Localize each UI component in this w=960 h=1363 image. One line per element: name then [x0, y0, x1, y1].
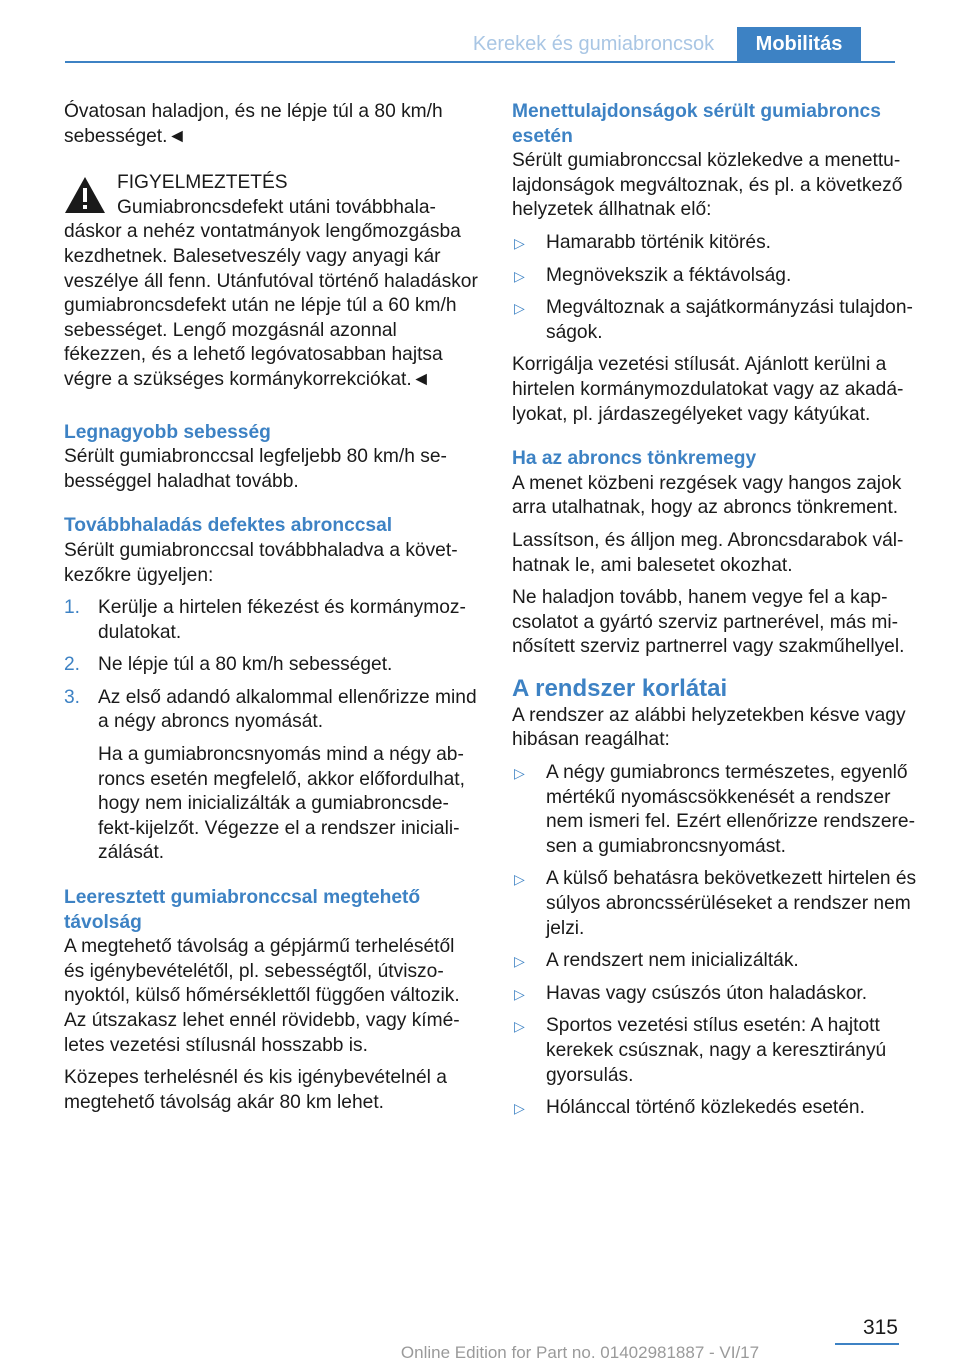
list-item-note: Ha a gumiabroncsnyomás mind a négy abroncs esetén megfelelő, akkor előfordulhat, hogy nem inicializálták a gumiabroncsdefekt-kijelzőt. Végezze el a rendszer inicializálását. [98, 744, 465, 864]
list-number: 2. [64, 654, 81, 676]
list-text: A négy gumiabroncs természetes, egyenlő mértékű nyomáscsökkenését a rendszer nem ismeri fel. Ezért ellenőrizze rendszeresen a gumiabroncsnyomást. [546, 762, 915, 857]
list-item [512, 982, 930, 1007]
handling-heading: Menettulajdonságok sérült gumiabroncs esetén [512, 101, 881, 147]
handling-after: Korrigálja vezetési stílusát. Ajánlott kerülni a hirtelen kormánymozdulatokat vagy az akadályokat, pl. járdaszegélyeket vagy kátyúkat. [512, 354, 904, 425]
list-item [64, 686, 479, 735]
edition-footer: Online Edition for Part no. 01402981887 - VI/17 [400, 1343, 760, 1362]
header-chapter-tab: Mobilitás [737, 27, 861, 61]
bullet-triangle-icon: ▷ [514, 234, 525, 251]
continue-heading: Továbbhaladás defektes abronccsal [64, 515, 393, 537]
bullet-triangle-icon: ▷ [514, 985, 525, 1002]
destroy-p2: Lassítson, és álljon meg. Abroncsdarabok válhatnak le, ami balesetet okozhat. [512, 529, 904, 576]
bullet-triangle-icon: ▷ [514, 953, 525, 970]
header-section-title: Kerekek és gumiabroncsok [472, 33, 715, 55]
bullet-triangle-icon: ▷ [514, 871, 525, 888]
list-number: 3. [64, 686, 81, 708]
left-column [64, 100, 479, 1123]
list-text: Megváltoznak a sajátkormányzási tulajdonságok. [546, 297, 913, 343]
list-text: Havas vagy csúszós úton haladáskor. [546, 982, 868, 1004]
header-rule [65, 61, 895, 63]
bullet-triangle-icon: ▷ [514, 1100, 525, 1117]
list-item [64, 596, 479, 645]
list-text: Hólánccal történő közlekedés esetén. [546, 1097, 865, 1119]
limits-list [512, 761, 930, 1121]
warning-triangle-icon [64, 175, 106, 215]
page-header [0, 0, 960, 62]
right-column [512, 100, 930, 1129]
handling-text: Sérült gumiabronccsal közlekedve a menettulajdonságok megváltoznak, és pl. a következő helyzetek állhatnak elő: [512, 150, 903, 221]
handling-list [512, 231, 930, 345]
bullet-triangle-icon: ▷ [514, 300, 525, 317]
page-number: 315 [862, 1316, 898, 1339]
distance-text-2: Közepes terhelésnél és kis igénybevételnél a megtehető távolság akár 80 km lehet. [64, 1067, 447, 1113]
distance-text-1: A megtehető távolság a gépjármű terhelésétől és igénybevételétől, pl. sebességtől, útviszonyoktól, külső hőmérséklettől függően változik. Az útszakasz lehet ennél rövidebb, vagy kíméletes vezetési stílusnál hosszabb is. [64, 936, 460, 1056]
destroy-heading: Ha az abroncs tönkremegy [512, 448, 757, 470]
list-item [512, 867, 930, 941]
list-item [512, 1096, 930, 1121]
list-text: A rendszert nem inicializálták. [546, 950, 799, 972]
warning-title: FIGYELMEZTETÉS [117, 172, 288, 194]
continue-list [64, 596, 479, 735]
continue-text: Sérült gumiabronccsal továbbhaladva a következőkre ügyeljen: [64, 539, 458, 586]
list-text: Az első adandó alkalommal ellenőrizze mind a négy abroncs nyomását. [98, 686, 477, 733]
warning-text: Gumiabroncsdefekt utáni továbbhaladáskor a nehéz vontatmányok lengőmozgásba kezdhetnek. Balesetveszély vagy anyagi kár veszélye áll fenn. Utánfutóval történő haladáskor gumiabroncsdefekt után ne lépje túl a 60 km/h sebességet. Lengő mozgásnál azonnal fékezzen, és a lehető legóvatosabban hajtsa végre a szükséges kormánykorrekciókat.◄ [64, 196, 478, 390]
bullet-triangle-icon: ▷ [514, 765, 525, 782]
list-item [512, 1014, 930, 1088]
max-speed-text: Sérült gumiabronccsal legfeljebb 80 km/h sebességgel haladhat tovább. [64, 446, 447, 492]
distance-heading: Leeresztett gumiabronccsal megtehető távolság [64, 887, 421, 933]
list-text: Megnövekszik a féktávolság. [546, 264, 792, 286]
list-text: A külső behatásra bekövetkezett hirtelen és súlyos abroncssérüléseket a rendszer nem jelzi. [546, 868, 917, 939]
destroy-p1: A menet közbeni rezgések vagy hangos zajok arra utalhatnak, hogy az abroncs tönkrement. [512, 472, 902, 519]
bullet-triangle-icon: ▷ [514, 267, 525, 284]
list-item [512, 761, 930, 859]
list-text: Sportos vezetési stílus esetén: A hajtott kerekek csúsznak, nagy a keresztirányú gyorsulás. [546, 1015, 887, 1086]
limits-text: A rendszer az alábbi helyzetekben késve vagy hibásan reagálhat: [512, 704, 906, 751]
footer-rule [835, 1343, 899, 1345]
list-item [512, 949, 930, 974]
list-item [512, 296, 930, 345]
destroy-p3: Ne haladjon tovább, hanem vegye fel a kapcsolatot a gyártó szerviz partnerével, más minősített szerviz partnerrel vagy szakműhellyel. [512, 587, 905, 658]
list-text: Kerülje a hirtelen fékezést és kormánymozdulatokat. [98, 597, 466, 643]
intro-paragraph: Óvatosan haladjon, és ne lépje túl a 80 km/h sebességet.◄ [64, 101, 443, 147]
limits-heading: A rendszer korlátai [512, 674, 728, 702]
max-speed-heading: Legnagyobb sebesség [64, 421, 271, 443]
list-text: Hamarabb történik kitörés. [546, 231, 772, 253]
list-item [512, 231, 930, 256]
list-number: 1. [64, 597, 81, 619]
warning-box [64, 171, 479, 392]
list-item [512, 264, 930, 289]
list-item [64, 653, 479, 678]
bullet-triangle-icon: ▷ [514, 1018, 525, 1035]
list-text: Ne lépje túl a 80 km/h sebességet. [98, 654, 393, 676]
